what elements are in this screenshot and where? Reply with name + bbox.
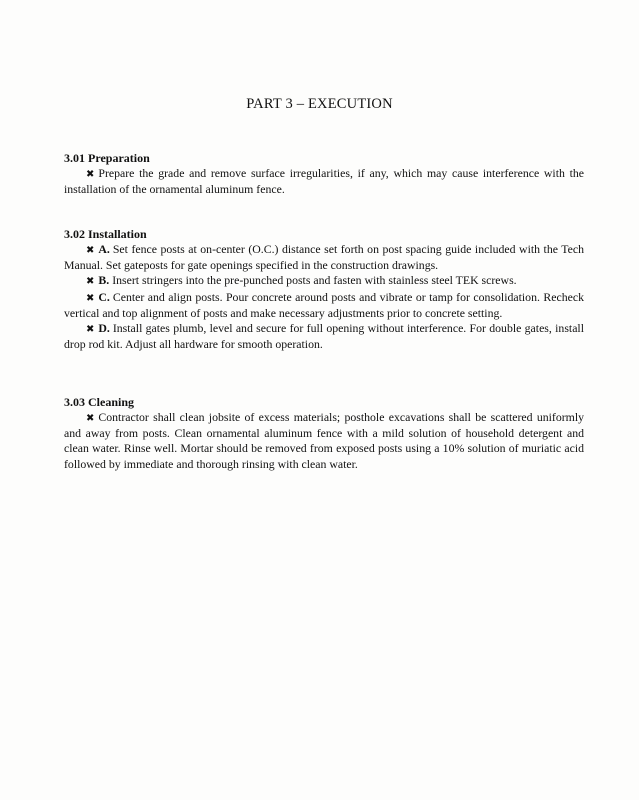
bullet-x-icon: ✖ xyxy=(86,292,95,304)
list-item xyxy=(64,242,584,273)
list-item xyxy=(64,290,584,321)
item-label: A. xyxy=(98,242,110,256)
section-heading: 3.02 Installation xyxy=(64,227,147,241)
item-label: C. xyxy=(98,289,110,304)
item-text: Set fence posts at on-center (O.C.) distance set forth on post spacing guide included with the Tech Manual. Set gateposts for gate openings specified in the construction drawings. xyxy=(64,242,584,273)
bullet-x-icon: ✖ xyxy=(86,276,95,288)
section-cleaning xyxy=(64,395,584,472)
list-item xyxy=(64,166,584,197)
bullet-x-icon: ✖ xyxy=(86,413,95,424)
item-text: Center and align posts. Pour concrete around posts and vibrate or tamp for consolidation. Recheck vertical and top alignment of posts and make necessary adjustments prior to concrete setting. xyxy=(64,289,584,320)
page-title: PART 3 – EXECUTION xyxy=(246,96,393,112)
section-heading: 3.01 Preparation xyxy=(64,151,150,165)
item-label: D. xyxy=(98,321,110,336)
section-preparation xyxy=(64,151,584,197)
section-heading: 3.03 Cleaning xyxy=(64,395,135,409)
item-text: Install gates plumb, level and secure for full opening without interference. For double gates, install drop rod kit. Adjust all hardware for smooth operation. xyxy=(64,321,584,352)
item-text: Insert stringers into the pre-punched posts and fasten with stainless steel TEK screws. xyxy=(112,273,517,288)
section-installation xyxy=(64,227,584,352)
item-label: B. xyxy=(98,273,110,288)
list-item xyxy=(64,321,584,352)
item-text: Prepare the grade and remove surface irregularities, if any, which may cause interference with the installation of the ornamental aluminum fence. xyxy=(64,166,584,197)
bullet-x-icon: ✖ xyxy=(86,169,95,180)
list-item xyxy=(64,410,584,472)
bullet-x-icon: ✖ xyxy=(86,245,95,256)
bullet-x-icon: ✖ xyxy=(86,324,95,336)
item-text: Contractor shall clean jobsite of excess materials; posthole excavations shall be scattered uniformly and away from posts. Clean ornamental aluminum fence with a mild solution of household detergent and clean water. Rinse well. Mortar should be removed from exposed posts using a 10% solution of muriatic acid followed by immediate and thorough rinsing with clean water. xyxy=(64,410,584,471)
list-item xyxy=(64,273,584,289)
